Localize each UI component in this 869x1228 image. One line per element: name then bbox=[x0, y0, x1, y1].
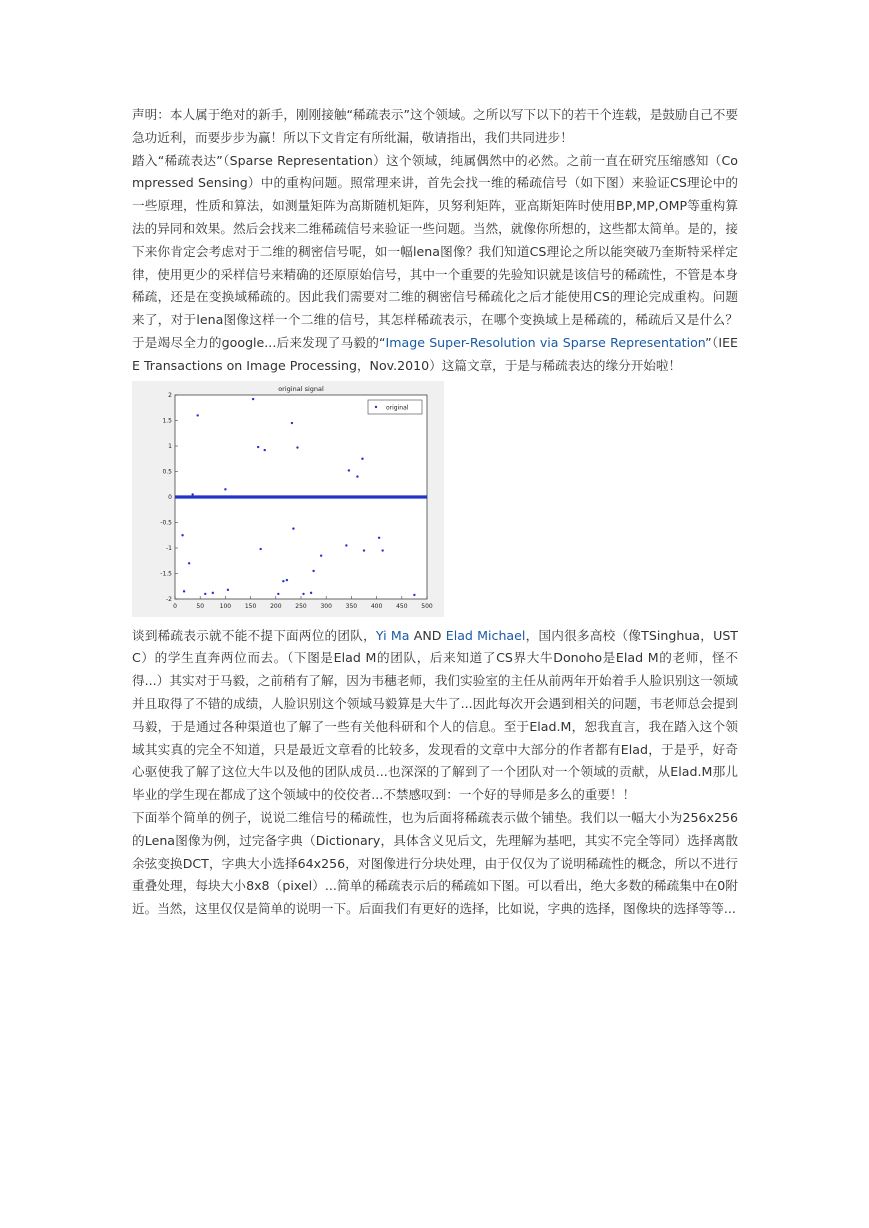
data-point bbox=[188, 562, 190, 564]
and-text: AND bbox=[409, 627, 446, 643]
chart-title: original signal bbox=[278, 384, 324, 393]
intro-text-b: ”（IEEE Transactions on Image Processing，Nov.2010）这篇文章，于是与稀疏表达的缘分开始啦！ bbox=[132, 334, 738, 373]
teams-text-b: ，国内很多高校（像TSinghua，USTC）的学生直奔两位而去。（下图是Elad M的团队，后来知道了CS界大牛Donoho是Elad M的老师，怪不得...）其实对于马毅，之前稍有了解，因为韦穗老师，我们实验室的主任从前两年开始着手人脸识别这一领域并且取得了不错的成绩，人脸识别这个领域马毅算是大牛了...因此每次开会遇到相关的问题，韦老师总会提到马毅，于是通过各种渠道也了解了一些有关他科研和个人的信息。至于Elad.M，恕我直言，我在踏入这个领域其实真的完全不知道，只是最近文章看的比较多，发现看的文章中大部分的作者都有Elad，于是乎，好奇心驱使我了解了这位大牛以及他的团队成员...也深深的了解到了一个团队对一个领域的贡献，从Elad.M那儿毕业的学生现在都成了这个领域中的佼佼者...不禁感叹到：一个好的导师是多么的重要！！ bbox=[132, 627, 739, 803]
x-tick-label: 250 bbox=[295, 602, 307, 610]
x-tick-label: 50 bbox=[196, 602, 205, 610]
intro-text-a: 踏入“稀疏表达”（Sparse Representation）这个领域，纯属偶然中的必然。之前一直在研究压缩感知（Compressed Sensing）中的重构问题。照常理来讲，首先会找一维的稀疏信号（如下图）来验证CS理论中的一些原理，性质和算法，如测量矩阵为高斯随机矩阵，贝努利矩阵，亚高斯矩阵时使用BP,MP,OMP等重构算法的异同和效果。然后会找来二维稀疏信号来验证一些问题。当然，就像你所想的，这些都太简单。是的，接下来你肯定会考虑对于二维的稠密信号呢，如一幅lena图像？我们知道CS理论之所以能突破乃奎斯特采样定律，使用更少的采样信号来精确的还原原始信号，其中一个重要的先验知识就是该信号的稀疏性，不管是本身稀疏，还是在变换域稀疏的。因此我们需要对二维的稠密信号稀疏化之后才能使用CS的理论完成重构。问题来了，对于lena图像这样一个二维的信号，其怎样稀疏表示，在哪个变换域上是稀疏的，稀疏后又是什么？于是竭尽全力的google...后来发现了马毅的“ bbox=[132, 152, 738, 350]
intro-paragraph bbox=[132, 150, 738, 378]
data-point bbox=[282, 580, 284, 582]
article-body bbox=[132, 104, 738, 921]
x-tick-label: 0 bbox=[173, 602, 177, 610]
data-point bbox=[292, 527, 294, 529]
y-tick-label: 1 bbox=[168, 442, 172, 450]
data-point bbox=[181, 534, 183, 536]
data-point bbox=[183, 590, 185, 592]
x-tick-label: 450 bbox=[396, 602, 408, 610]
elad-michael-link[interactable]: Elad Michael bbox=[445, 627, 526, 643]
data-point bbox=[212, 591, 214, 593]
data-point bbox=[264, 448, 266, 450]
data-point bbox=[320, 554, 322, 556]
data-point bbox=[277, 592, 279, 594]
teams-text-a: 谈到稀疏表示就不能不提下面两位的团队， bbox=[132, 627, 376, 643]
data-point bbox=[312, 569, 314, 571]
data-point bbox=[381, 549, 383, 551]
chart-legend bbox=[368, 400, 422, 414]
yi-ma-link[interactable]: Yi Ma bbox=[375, 627, 410, 643]
data-point bbox=[296, 446, 298, 448]
x-tick-label: 150 bbox=[244, 602, 257, 610]
data-point bbox=[196, 414, 198, 416]
y-tick-label: 0 bbox=[168, 493, 172, 501]
data-point bbox=[413, 593, 415, 595]
x-tick-label: 350 bbox=[345, 602, 358, 610]
y-tick-label: -1.5 bbox=[160, 570, 172, 578]
data-point bbox=[378, 536, 380, 538]
example-paragraph: 下面举个简单的例子，说说二维信号的稀疏性，也为后面将稀疏表示做个铺垫。我们以一幅大小为256x256的Lena图像为例，过完备字典（Dictionary，具体含义见后文，先理解为基吧，其实不完全等同）选择离散余弦变换DCT，字典大小选择64x256，对图像进行分块处理，由于仅仅为了说明稀疏性的概念，所以不进行重叠处理，每块大小8x8（pixel）...简单的稀疏表示后的稀疏如下图。可以看出，绝大多数的稀疏集中在0附近。当然，这里仅仅是简单的说明一下。后面我们有更好的选择，比如说，字典的选择，图像块的选择等等... bbox=[132, 809, 738, 917]
data-point bbox=[204, 592, 206, 594]
legend-label: original bbox=[386, 404, 409, 412]
data-point bbox=[257, 445, 259, 447]
data-point bbox=[291, 421, 293, 423]
data-point bbox=[363, 549, 365, 551]
data-point bbox=[227, 588, 229, 590]
disclaimer-paragraph: 声明：本人属于绝对的新手，刚刚接触“稀疏表示”这个领域。之所以写下以下的若干个连载，是鼓励自己不要急功近利，而要步步为赢！所以下文肯定有所纰漏，敬请指出，我们共同进步！ bbox=[132, 107, 738, 145]
y-tick-label: -0.5 bbox=[160, 519, 172, 527]
data-point bbox=[252, 397, 254, 399]
y-tick-label: -1 bbox=[166, 544, 172, 552]
data-point bbox=[191, 493, 193, 495]
y-tick-label: 0.5 bbox=[162, 468, 172, 476]
x-tick-label: 500 bbox=[421, 602, 433, 610]
data-point bbox=[348, 469, 350, 471]
y-tick-label: 1.5 bbox=[162, 417, 172, 425]
data-point bbox=[224, 488, 226, 490]
data-point bbox=[310, 591, 312, 593]
legend-marker bbox=[375, 405, 377, 407]
data-point bbox=[356, 475, 358, 477]
y-tick-label: 2 bbox=[168, 391, 172, 399]
x-tick-label: 400 bbox=[370, 602, 383, 610]
teams-paragraph bbox=[132, 625, 738, 807]
paper-link[interactable]: Image Super-Resolution via Sparse Representation bbox=[385, 334, 706, 350]
original-signal-chart bbox=[132, 381, 444, 617]
data-point bbox=[361, 457, 363, 459]
data-point bbox=[302, 592, 304, 594]
data-point bbox=[259, 547, 261, 549]
x-tick-label: 200 bbox=[270, 602, 282, 610]
x-tick-label: 100 bbox=[219, 602, 232, 610]
data-point bbox=[345, 544, 347, 546]
y-tick-label: -2 bbox=[166, 595, 172, 603]
x-tick-label: 300 bbox=[320, 602, 332, 610]
data-point bbox=[286, 578, 288, 580]
original-signal-figure bbox=[132, 381, 444, 617]
